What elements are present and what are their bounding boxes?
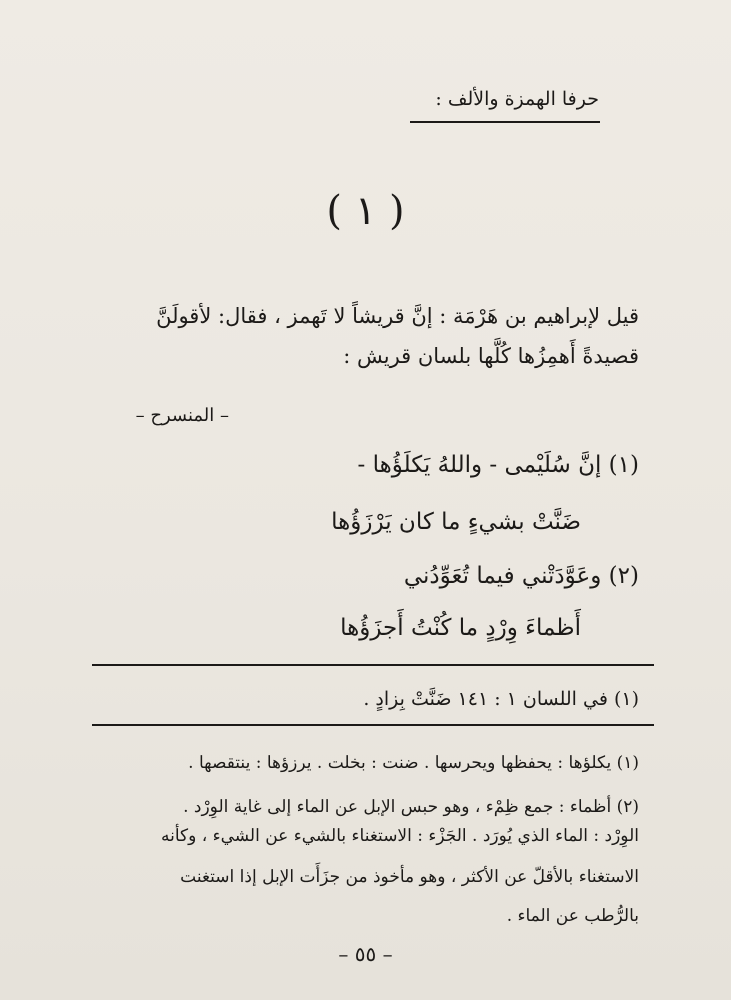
- page-number: – ٥٥ –: [338, 942, 393, 966]
- footnote-2: (٢) أظماء : جمع ظِمْء ، وهو حبس الإبل عن الماء إلى غاية الوِرْد .: [183, 797, 639, 817]
- verse-1-first-hemistich: (١) إنَّ سُلَيْمى - واللهُ يَكلَؤُها -: [357, 452, 639, 478]
- verse-2-first-hemistich: (٢) وعَوَّدَتْني فيما تُعَوِّدُني: [403, 563, 639, 589]
- running-header: حرفا الهمزة والألف :: [435, 88, 599, 110]
- intro-line-2: قصيدةً أَهمِزُها كُلَّها بلسان قريش :: [343, 344, 639, 368]
- intro-line-1: قيل لإبراهيم بن هَرْمَة : إنَّ قريشاً لا تَهمز ، فقال: لأقولَنَّ: [156, 304, 639, 328]
- verse-1-second-hemistich: ضَنَّتْ بشيءٍ ما كان يَرْزَؤُها: [331, 509, 581, 535]
- divider-rule-1: [92, 664, 654, 666]
- intro-paragraph: [79, 296, 639, 376]
- footnote-2-continued-2: الاستغناء بالأقلّ عن الأكثر ، وهو مأخوذ من جزَأَت الإبل إذا استغنت: [180, 867, 639, 887]
- footnote-2-continued-1: الوِرْد : الماء الذي يُورَد . الجَزْء : الاستغناء بالشيء عن الشيء ، وكأنه: [160, 826, 639, 846]
- meter-label: – المنسرح –: [135, 405, 229, 426]
- divider-rule-2: [92, 724, 654, 726]
- verse-2-second-hemistich: أَظماءَ وِرْدٍ ما كُنْتُ أَجزَؤُها: [340, 615, 581, 641]
- poem-number: ( ١ ): [326, 188, 405, 234]
- footnote-2-continued-3: بالرُّطب عن الماء .: [506, 906, 639, 926]
- footnote-1: (١) يكلؤها : يحفظها ويحرسها . ضنت : بخلت . يرزؤها : ينتقصها .: [188, 753, 639, 773]
- header-rule: [410, 121, 600, 123]
- variant-note: (١) في اللسان ١ : ١٤١ ضَنَّتْ بِزادٍ .: [363, 688, 639, 710]
